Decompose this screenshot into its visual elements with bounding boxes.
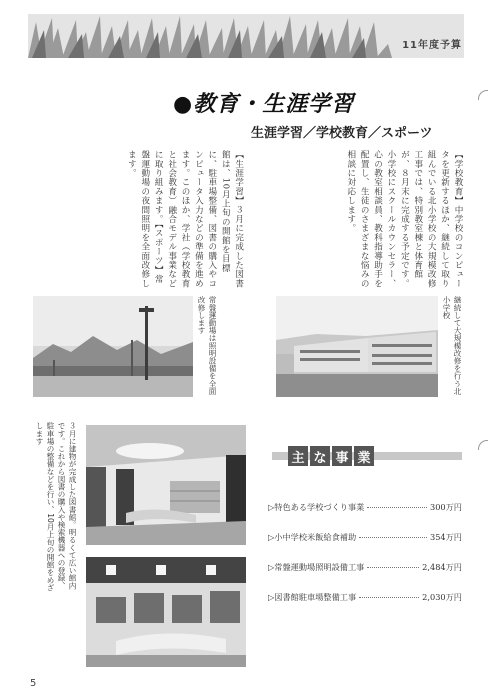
field-photo-caption: 常盤運動場は照明設備を全面改修します [197, 296, 217, 395]
leader-dots [367, 507, 427, 508]
projects-heading [288, 445, 376, 467]
project-amount: 300万円 [429, 502, 462, 512]
library-photo-caption: ３月に建物が完成した図書館。明るくて広い館内です。これから図書の購入や検索機器への登録、駐車場の整備などを行い、10月上旬の開館をめざします [35, 422, 77, 592]
projects-heading-char: 事 [332, 446, 352, 466]
fiscal-year-label: 11年度予算 [402, 40, 462, 51]
project-name: ▷小中学校米飯給食補助 [268, 532, 357, 542]
field-photo [33, 296, 193, 397]
binding-mark [478, 440, 488, 450]
project-name: ▷常盤運動場照明設備工事 [268, 562, 365, 572]
header-banner [28, 14, 464, 58]
library-interior-photo-2 [86, 557, 246, 667]
project-amount: 354万円 [429, 532, 462, 542]
library-interior-photo-1 [86, 425, 246, 545]
project-amount: 2,484万円 [422, 562, 462, 572]
project-item [268, 532, 462, 543]
body-text-school-education: 【学校教育】中学校のコンピュータを更新するほか、継続して取り組んでいる北小学校の大規模改修工事では、特別教室棟と体育館が、８月末に完成する予定です。小学校にスクールカウンセラー、心の教室相談員、教科指導助手を配置し、生徒のさまざまな悩みの相談に対応します。 [345, 150, 463, 288]
projects-heading-char: 主 [288, 446, 308, 466]
section-subtitle: 生涯学習／学校教育／スポーツ [251, 126, 433, 141]
grass-banner-graphic [28, 14, 464, 58]
leader-dots [359, 537, 427, 538]
project-name: ▷図書館駐車場整備工事 [268, 592, 357, 602]
project-name: ▷特色ある学校づくり事業 [268, 502, 365, 512]
projects-heading-char: 業 [354, 446, 374, 466]
section-title: ●教育・生涯学習 [173, 92, 355, 117]
school-photo [276, 296, 438, 397]
school-photo-caption: 継続して大規模改修を行う北小学校 [442, 296, 462, 395]
binding-mark [478, 90, 488, 100]
project-amount: 2,030万円 [422, 592, 462, 602]
page-number: 5 [30, 678, 37, 689]
project-item [268, 562, 462, 573]
body-text-lifelong-learning: 【生涯学習】３月に完成した図書館は、10月上旬の開館を目標に、駐車場整備、図書の購入やコンピュータ入力などの準備を進めます。このほか、学社（学校教育と社会教育）融合モデル事業などに取り組みます。【スポーツ】常盤運動場の夜間照明を全面改修します。 [126, 150, 244, 288]
project-item [268, 592, 462, 603]
projects-heading-char: な [310, 446, 330, 466]
leader-dots [367, 567, 419, 568]
project-item [268, 502, 462, 513]
leader-dots [359, 597, 419, 598]
